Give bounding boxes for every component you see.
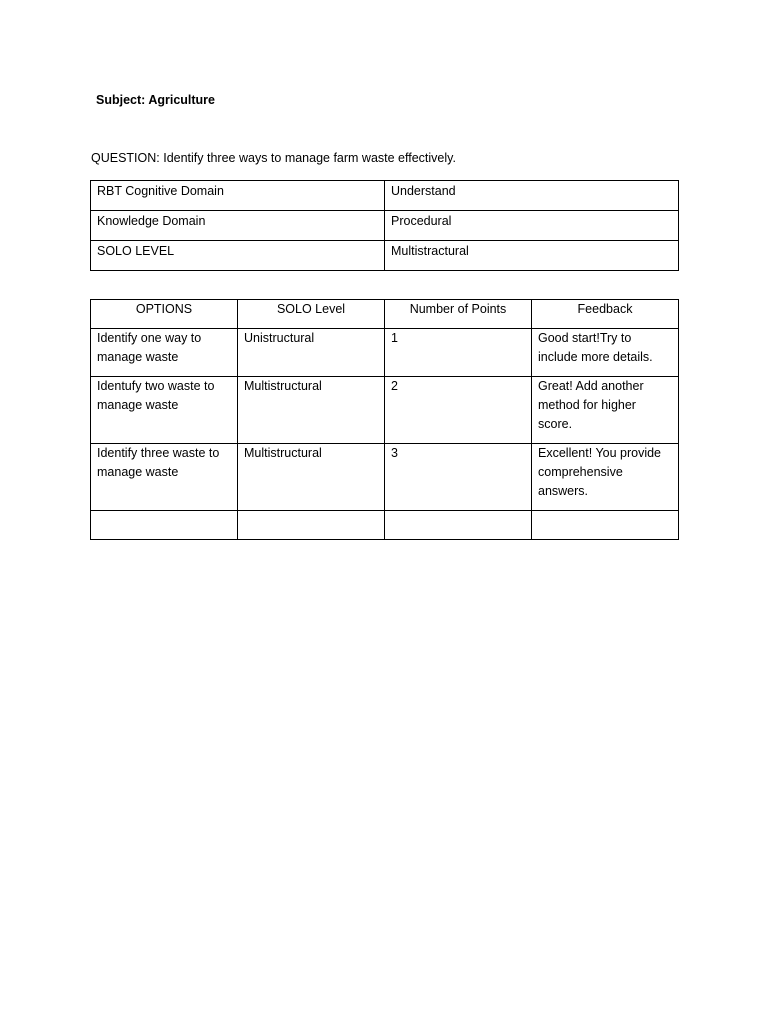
table-row [91, 241, 679, 271]
table-header-row [91, 300, 679, 329]
header-solo-level: SOLO Level [238, 300, 385, 329]
header-feedback: Feedback [532, 300, 679, 329]
feedback-cell: Great! Add another method for higher score. [532, 377, 679, 444]
solo-level-cell: Unistructural [238, 329, 385, 377]
solo-level-value: Multistractural [385, 241, 679, 271]
classification-table [90, 180, 679, 271]
table-row [91, 181, 679, 211]
points-cell [385, 511, 532, 540]
feedback-cell [532, 511, 679, 540]
option-cell: Identufy two waste to manage waste [91, 377, 238, 444]
rbt-domain-label: RBT Cognitive Domain [91, 181, 385, 211]
feedback-cell: Good start!Try to include more details. [532, 329, 679, 377]
knowledge-domain-value: Procedural [385, 211, 679, 241]
table-row [91, 377, 679, 444]
solo-level-label: SOLO LEVEL [91, 241, 385, 271]
points-cell: 3 [385, 444, 532, 511]
subject-heading: Subject: Agriculture [96, 93, 215, 107]
option-cell [91, 511, 238, 540]
option-cell: Identify three waste to manage waste [91, 444, 238, 511]
table-row [91, 211, 679, 241]
solo-level-cell: Multistructural [238, 377, 385, 444]
table-row [91, 329, 679, 377]
header-options: OPTIONS [91, 300, 238, 329]
knowledge-domain-label: Knowledge Domain [91, 211, 385, 241]
header-number-of-points: Number of Points [385, 300, 532, 329]
table-row [91, 511, 679, 540]
table-row [91, 444, 679, 511]
feedback-cell: Excellent! You provide comprehensive answers. [532, 444, 679, 511]
options-table [90, 299, 679, 540]
option-cell: Identify one way to manage waste [91, 329, 238, 377]
solo-level-cell [238, 511, 385, 540]
rbt-domain-value: Understand [385, 181, 679, 211]
points-cell: 1 [385, 329, 532, 377]
question-text: QUESTION: Identify three ways to manage farm waste effectively. [91, 151, 456, 165]
solo-level-cell: Multistructural [238, 444, 385, 511]
points-cell: 2 [385, 377, 532, 444]
